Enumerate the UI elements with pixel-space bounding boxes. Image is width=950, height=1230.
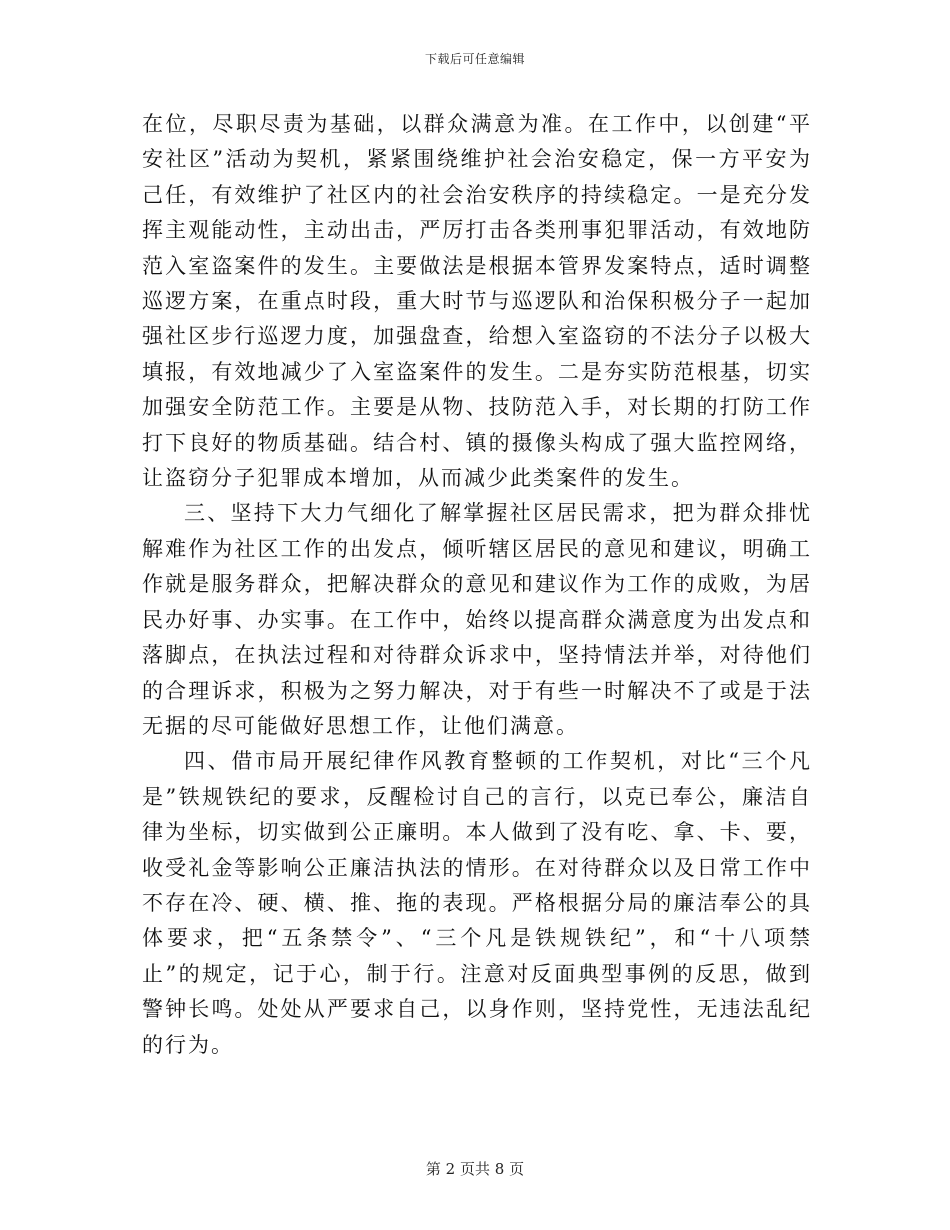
- paragraph-section-three: 三、坚持下大力气细化了解掌握社区居民需求，把为群众排忧解难作为社区工作的出发点，倾听辖区居民的意见和建议，明确工作就是服务群众，把解决群众的意见和建议作为工作的成败，为居民办好事、办实事。在工作中，始终以提高群众满意度为出发点和落脚点，在执法过程和对待群众诉求中，坚持情法并举，对待他们的合理诉求，积极为之努力解决，对于有些一时解决不了或是于法无据的尽可能做好思想工作，让他们满意。: [142, 501, 812, 738]
- paragraph-continued: 在位，尽职尽责为基础，以群众满意为准。在工作中，以创建“平安社区”活动为契机，紧紧围绕维护社会治安稳定，保一方平安为己任，有效维护了社区内的社会治安秩序的持续稳定。一是充分发挥主观能动性，主动出击，严厉打击各类刑事犯罪活动，有效地防范入室盗案件的发生。主要做法是根据本管界发案特点，适时调整巡逻方案，在重点时段，重大时节与巡逻队和治保积极分子一起加强社区步行巡逻力度，加强盘查，给想入室盗窃的不法分子以极大填报，有效地减少了入室盗案件的发生。二是夯实防范根基，切实加强安全防范工作。主要是从物、技防范入手，对长期的打防工作打下良好的物质基础。结合村、镇的摄像头构成了强大监控网络，让盗窃分子犯罪成本增加，从而减少此类案件的发生。: [142, 112, 812, 491]
- page-number: 第 2 页共 8 页: [425, 1160, 525, 1178]
- page-header-note: 下载后可任意编辑: [424, 52, 525, 66]
- document-body: [142, 107, 812, 1063]
- paragraph-section-four: 四、借市局开展纪律作风教育整顿的工作契机，对比“三个凡是”铁规铁纪的要求，反醒检讨自己的言行，以克已奉公，廉洁自律为坐标，切实做到公正廉明。本人做到了没有吃、拿、卡、要，收受礼金等影响公正廉洁执法的情形。在对待群众以及日常工作中不存在冷、硬、横、推、拖的表现。严格根据分局的廉洁奉公的具体要求，把“五条禁令”、“三个凡是铁规铁纪”，和“十八项禁止”的规定，记于心，制于行。注意对反面典型事例的反思，做到警钟长鸣。处处从严要求自己，以身作则，坚持党性，无违法乱纪的行为。: [142, 749, 812, 1057]
